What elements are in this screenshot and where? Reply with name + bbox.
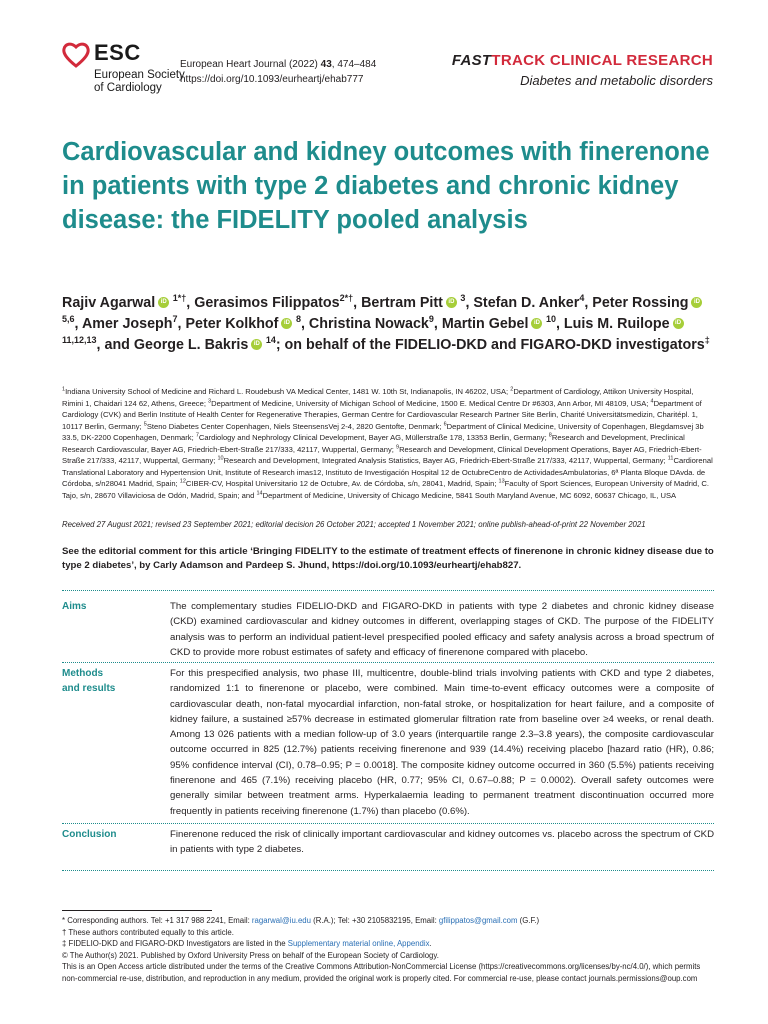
author-separator: ; on behalf of the FIDELIO-DKD and FIGARO-DKD investigators (275, 337, 705, 353)
affiliation-text: Department of Cardiology, Attikon University Hospital, Rimini 1, Chaidari 124 62, Athens, Greece; (62, 387, 694, 408)
author-separator: , (353, 295, 362, 311)
supplementary-link[interactable]: Supplementary material online, Appendix (287, 939, 430, 948)
affiliation-text: Research and Development, Preclinical Research Cardiovascular, Bayer AG, Friedrich-Ebert-Straße 217/333, 42117, Wuppertal, Germany; (62, 433, 685, 454)
affiliation-number: 5 (143, 420, 147, 427)
investigators-sup: ‡ (704, 335, 710, 346)
orcid-icon[interactable] (281, 318, 292, 329)
footnotes (62, 915, 714, 984)
investigators-prefix: ‡ FIDELIO-DKD and FIGARO-DKD Investigators are listed in the (62, 939, 288, 948)
affiliation-text: Research and Development, Integrated Analysis Statistics, Bayer AG, Friedrich-Ebert-Straße 217/333, 42117, Wuppertal, Germany; (223, 456, 668, 465)
esc-logo-subtitle (94, 69, 185, 95)
affiliation-number: 10 (217, 455, 224, 462)
journal-line: European Heart Journal (2022) 43, 474–484 (180, 59, 377, 70)
abstract-top-rule (62, 590, 714, 591)
affiliation-number: 6 (443, 420, 447, 427)
author-name: Christina Nowack (308, 316, 429, 332)
methods-label-line-1: Methods (62, 668, 104, 679)
affiliation-text: Cardiorenal Translational Laboratory and Hypertension Unit, Institute of Research imas12, Instituto de Investigación Hospital 12 de OctubreCentro de ActividadesAmbulatorias, 6ª Planta Bloque DAvda. de Córdoba, s/n28041 Madrid, Spain; (62, 456, 713, 488)
investigators-note (62, 938, 714, 950)
author-name: Gerasimos Filippatos (194, 295, 340, 311)
conclusion-text: Finerenone reduced the risk of clinically important cardiovascular and kidney outcomes vs. placebo across the spectrum of CKD in patients with type 2 diabetes. (170, 829, 714, 856)
author-name: George L. Bakris (133, 337, 249, 353)
author-name: Stefan D. Anker (473, 295, 580, 311)
journal-citation (180, 57, 376, 87)
author-separator: , (177, 316, 186, 332)
journal-volume: 43 (320, 59, 332, 70)
fasttrack-rest: TRACK CLINICAL RESEARCH (491, 52, 713, 69)
author-name: Luis M. Ruilope (563, 316, 670, 332)
abstract-bottom-rule (62, 870, 714, 871)
editorial-comment: See the editorial comment for this article ‘Bringing FIDELITY to the estimate of treatment effects of finerenone in chronic kidney disease due to type 2 diabetes’, by Carly Adamson and Pardeep S. Jhund, https://doi.org/10.1093/eurheartj/ehab827. (62, 546, 714, 571)
equal-contribution-note: † These authors contributed equally to this article. (62, 927, 234, 937)
author-separator: , (186, 295, 195, 311)
author-list (62, 293, 722, 356)
author-affiliation-sup: 1*† (170, 293, 187, 304)
conclusion-label: Conclusion (62, 829, 117, 840)
affiliation-number: 7 (195, 432, 199, 439)
author-name: Rajiv Agarwal (62, 295, 156, 311)
author-affiliation-sup: 9 (428, 314, 434, 325)
affiliations (62, 386, 714, 501)
affiliation-number: 3 (208, 397, 212, 404)
author-separator: , and (96, 337, 134, 353)
affiliation-text: Research and Development, Clinical Development Operations, Bayer AG, Friedrich-Ebert-Straße 217/333, 42117, Wuppertal, Germany; (62, 444, 702, 465)
author-affiliation-sup: 2*† (339, 293, 354, 304)
aims-text: The complementary studies FIDELIO-DKD and FIGARO-DKD in patients with type 2 diabetes and chronic kidney disease (CKD) examined cardiovascular and kidney outcomes in different, overlapping stages of CKD. The purpose of the FIDELITY analysis was to perform an individual patient-level prespecified pooled efficacy and safety analysis across a broad spectrum of CKD to provide more robust estimates of safety and efficacy of finerenone compared with placebo. (170, 601, 714, 658)
affiliation-text: CIBER-CV, Hospital Universitario 12 de Octubre, Av. de Córdoba, s/n, 28041, Madrid, Spain; (185, 479, 499, 488)
corr-mid: (R.A.); Tel: +30 2105832195, Email: (310, 916, 439, 925)
affiliation-number: 12 (179, 478, 186, 485)
affiliation-number: 14 (256, 489, 263, 496)
section-subtitle: Diabetes and metabolic disorders (520, 73, 713, 88)
orcid-icon[interactable] (446, 297, 457, 308)
article-title: Cardiovascular and kidney outcomes with finerenone in patients with type 2 diabetes and chronic kidney disease: the FIDELITY pooled analysis (62, 138, 710, 234)
affiliation-number: 9 (396, 443, 400, 450)
methods-label-line-2: and results (62, 683, 116, 694)
author-affiliation-sup: 5,6 (62, 314, 75, 325)
affiliation-text: Indiana University School of Medicine and Richard L. Roudebush VA Medical Center, 1481 W. 10th St, Indianapolis, IN 46202, USA; (65, 387, 511, 396)
license-note: This is an Open Access article distributed under the terms of the Creative Commons Attribution-NonCommercial License (https://creativecommons.org/licenses/by-nc/4.0/), which permits non-commercial re-use, distribution, and reproduction in any medium, provided the original work is properly cited. For commercial re-use, please contact journals.permissions@oup.com (62, 962, 701, 983)
author-affiliation-sup: 10 (543, 314, 556, 325)
affiliation-number: 11 (667, 455, 674, 462)
methods-text: For this prespecified analysis, two phase III, multicentre, double-blind trials involving patients with CKD and type 2 diabetes, randomized 1:1 to finerenone or placebo, were combined. Main time-to-event efficacy outcomes were a composite of cardiovascular death, non-fatal myocardial infarction, non-fatal stroke, or hospitalization for heart failure, and a composite of kidney failure, a sustained ≥57% decrease in estimated glomerular filtration rate from baseline over ≥4 weeks, or renal death. Among 13 026 patients with a median follow-up of 3.0 years (interquartile range 2.3–3.8 years), the composite cardiovascular outcome occurred in 825 (12.7%) patients receiving finerenone and 939 (14.4%) receiving placebo [hazard ratio (HR), 0.86; 95% confidence interval (CI), 0.78–0.95; P = 0.0018]. The composite kidney outcome occurred in 360 (5.5%) patients receiving finerenone and 465 (7.1%) receiving placebo (HR, 0.77; 95% CI, 0.67–0.88; P = 0.0002). Overall safety outcomes were generally similar between treatment arms. Hyperkalaemia leading to permanent treatment discontinuation occurred more frequently in patients receiving finerenone (1.7%) than placebo (0.6%). (170, 668, 714, 817)
author-separator: , (74, 316, 82, 332)
orcid-icon[interactable] (531, 318, 542, 329)
footnote-rule (62, 910, 212, 911)
affiliation-number: 8 (548, 432, 552, 439)
author-separator: , (465, 295, 474, 311)
aims-label: Aims (62, 601, 87, 612)
orcid-icon[interactable] (691, 297, 702, 308)
fasttrack-prefix: FAST (451, 52, 492, 69)
orcid-icon[interactable] (673, 318, 684, 329)
fasttrack-label (452, 52, 713, 69)
corresponding-authors (62, 915, 714, 927)
journal-doi-link[interactable]: https://doi.org/10.1093/eurheartj/ehab777 (180, 74, 364, 85)
affiliation-number: 13 (498, 478, 505, 485)
affiliation-text: Steno Diabetes Center Copenhagen, Niels SteensensVej 2-4, 2820 Gentofte, Denmark; (146, 421, 444, 431)
email-link-1[interactable]: ragarwal@iu.edu (251, 916, 311, 925)
affiliation-number: 2 (510, 386, 514, 393)
email-link-2[interactable]: gfilippatos@gmail.com (438, 916, 518, 925)
author-separator: , (584, 295, 593, 311)
author-affiliation-sup: 7 (172, 314, 178, 325)
author-affiliation-sup: 14 (263, 335, 276, 346)
aims-rule (62, 662, 714, 663)
affiliation-text: Department of Cardiology (CVK) and Berlin Institute of Health Center for Regenerative Therapies, German Centre for Cardiovascular Research Partner Site Berlin, Charité Universitätsmedizin, Charitépl. 1, 10117 Berlin, Germany; (62, 398, 702, 431)
copyright-note: © The Author(s) 2021. Published by Oxford University Press on behalf of the European Society of Cardiology. (62, 950, 439, 960)
author-affiliation-sup: 8 (293, 314, 301, 325)
affiliation-text: Department of Medicine, University of Michigan School of Medicine, 1500 E. Medical Centre Dr #6303, Ann Arbor, MI 48109, USA; (211, 398, 651, 408)
affiliation-text: Department of Clinical Medicine, University of Copenhagen, Blegdamsvej 3b 33.5, DK-2200 Copenhagen, Denmark; (62, 421, 704, 442)
orcid-icon[interactable] (158, 297, 169, 308)
methods-rule (62, 823, 714, 824)
author-separator: , (300, 316, 309, 332)
investigators-suffix: . (429, 939, 432, 948)
author-affiliation-sup: 11,12,13 (62, 335, 97, 346)
orcid-icon[interactable] (251, 339, 262, 350)
author-name: Peter Kolkhof (185, 316, 279, 332)
esc-logo-text: ESC (94, 40, 141, 65)
author-affiliation-sup: 3 (457, 293, 466, 304)
methods-label (62, 666, 152, 696)
logo-sub-line-2: of Cardiology (94, 82, 162, 94)
corr-suffix: (G.F.) (517, 916, 540, 925)
affiliation-text: Faculty of Sport Sciences, European University of Madrid, C. Tajo, s/n, 28670 Villaviciosa de Odón, Madrid, Spain; and (62, 479, 709, 500)
corr-prefix: * Corresponding authors. Tel: +1 317 988 2241, Email: (62, 916, 252, 925)
author-affiliation-sup: 4 (579, 293, 585, 304)
affiliation-text: Department of Medicine, University of Chicago Medicine, 5841 South Maryland Avenue, MC 6092, 60637 Chicago, IL, USA (262, 490, 677, 500)
author-name: Martin Gebel (441, 316, 529, 332)
author-separator: , (433, 316, 442, 332)
affiliation-text: Cardiology and Nephrology Clinical Development, Bayer AG, Müllerstraße 178, 13353 Berlin, Germany; (198, 433, 549, 442)
esc-heart-logo-icon (62, 42, 90, 68)
received-dates: Received 27 August 2021; revised 23 September 2021; editorial decision 26 October 2021; accepted 1 November 2021; online publish-ahead-of-print 22 November 2021 (62, 520, 646, 529)
author-separator: , (555, 316, 564, 332)
author-name: Peter Rossing (592, 295, 689, 311)
logo-sub-line-1: European Society (94, 69, 185, 81)
author-name: Bertram Pitt (361, 295, 443, 311)
affiliation-number: 1 (62, 386, 66, 393)
affiliation-number: 4 (650, 397, 654, 404)
author-name: Amer Joseph (81, 316, 173, 332)
